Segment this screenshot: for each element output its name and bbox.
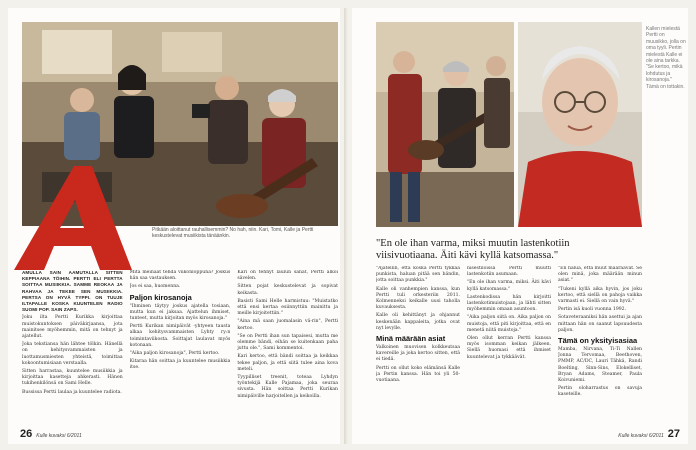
article-column-3	[237, 270, 338, 428]
page-folio	[618, 428, 680, 440]
paragraph: Pertti on ollut koko elämänsä Kalle ja Pertin kanssa. Hän toi yli 50-vuotiaana.	[376, 365, 460, 384]
article-column-6	[558, 266, 642, 428]
left-page	[8, 8, 340, 444]
article-column-1	[22, 270, 123, 428]
paragraph: "Ajatellin, että koska Pertti tykkää punkista, haluan pitää sen bändin, jotta soittaa punkkia."	[376, 266, 460, 284]
page-folio	[20, 428, 82, 440]
page-number: 26	[20, 428, 33, 440]
paragraph: "Aina mä saan juomalasin vä-rin", Pertti kertoo.	[237, 319, 339, 331]
article-column-5	[467, 266, 551, 428]
paragraph: nisestiloissa Pertti muutti lastenkotiin asumaan.	[467, 266, 551, 278]
paragraph: Tyypilliset treenit, toteaa Lyhdyn työntekijä Kalle Pajamaa, joka seuraa sivusta. Hän soittaa Pertti Kurikan nimipäiville harjoitellen ja keikoilla.	[237, 375, 339, 399]
paragraph: Pertin isä kuoli vuonna 1992.	[558, 307, 627, 313]
paragraph: Basisti Sami Helle harmistuu: "Muistatko että ensi kertaa esiinnyttiin mainittu ja meille kirjoitettiin."	[237, 298, 339, 317]
paragraph: "En ole ihan varma, miksi. Äiti kävi kyllä katsomassa."	[467, 280, 551, 292]
decorative-initial-letter	[14, 166, 132, 270]
article-column-2	[130, 270, 231, 428]
page-number: 27	[667, 428, 680, 440]
magazine-issue: Kulle kuvaksi 6/2011	[36, 433, 82, 439]
paragraph: Pertin oloharrastus on savuja kaseteille.	[558, 386, 642, 398]
paragraph: Olen ollut kerran Pertti kanssa myös isomman keikan jälkeen. Siellä huomasi että ihmiset kuuntelevat ja tykkäävät.	[467, 336, 551, 360]
paragraph: Mitä meinaat tehdä viikonloppuna? Joskus hän saa vastauksen.	[129, 270, 231, 282]
paragraph: Sitten pojat keskustelevat ja sopivat keikasta.	[237, 284, 339, 296]
paragraph: Kari kertoo, että bändi soittaa ja keikkaa tekee paljon, ja että siitä tulee aina kova meteli.	[237, 354, 339, 372]
paragraph: Bussissa Pertti laulaa ja kuuntelee radiota.	[22, 389, 122, 395]
paragraph: "En halua, että muut määräävät. Se olen minä, joka määrään minun asiat."	[558, 266, 642, 284]
section-heading: Minä määrään asiat	[376, 334, 446, 344]
paragraph: "Ihminen täytyy joskus ajatella tosiaan, mutta kun ei jaksaa. Ajattelun ihmiset, tunteet, mutta kirjoitan myös kirosanoja."	[129, 303, 231, 322]
article-column-4	[376, 266, 460, 428]
paragraph: Sotaveteraaniksi hän asettui ja ajan mittaan hän on saanut lapsuudesta paljon.	[558, 315, 642, 333]
pull-quote: "En ole ihan varma, miksi muutin lastenkotiin viisivuotiaana. Äiti kävi kyllä katsomassa."	[376, 238, 570, 261]
paragraph: Kitaraa hän soittaa ja kuuntelee musiikkia itse.	[129, 359, 231, 371]
photo-caption: Pitkään aloittanut rauhallisemmin? No hah, niin. Kari, Tomi, Kalle ja Pertti keskustelevat musiikista tänäänkin.	[152, 227, 314, 239]
section-heading: Tämä on yksityisasiaa	[558, 336, 638, 346]
paragraph: Pertti Kurikan nimipäivät -yhtyeen tausta alkaa kehitysvammaisten Lyhty ry:n toimintaviikosta. Soittajat laulavat myös kotonaan.	[129, 324, 231, 348]
paragraph: "Se on Pertti ihan sun tapaisesi, mutta me olemme bändi, eihän se kuitenkaan paha juttu ole.", Sami kommentoi.	[237, 333, 339, 352]
section-heading: Paljon kirosanoja	[129, 292, 192, 302]
right-article-columns	[376, 266, 642, 428]
paragraph: Kalle oli kehittänyt ja ohjannut keskenään kappaleita, jotka ovat nyt levylle.	[376, 313, 460, 331]
paragraph: Kalle oli vanhempien kanssa, kun Pertti tuli orkesteriin 2011. Kolmenneksi keikalle uusi taholla kuvauksesta.	[376, 286, 460, 311]
book-spine	[344, 8, 348, 444]
paragraph: "Aika paljon kirosanoja", Pertti kertoo.	[129, 351, 220, 357]
guitarists-illustration	[376, 22, 514, 227]
magazine-issue: Kulle kuvaksi 6/2011	[618, 433, 664, 439]
paragraph: Lastenkodissa hän kirjoitti lastenkotimuistojaan, ja lähti sitten myöhemmin omaan asuntoon.	[467, 294, 551, 313]
paragraph: Kari on tehnyt laulun sanat, Pertti alkoi sävelen.	[237, 270, 339, 282]
right-page	[352, 8, 688, 444]
paragraph: Valkoinen muovisen kolkkeutsaa kavereille ja joka kertoo sitten, että ei tiedä.	[376, 345, 460, 363]
portrait-illustration	[518, 22, 642, 227]
intro-text: AMULLA SAIN AAMUTALLA SITTEN KEPPIAANA TÖIHIN. PERTTI ELI PERTTA SOITTAA MUSIIKKIA. SAMME REOKAA JA RAHVAA JA TEKEE SEN MUSIIKKIA. PERTSA ON HYVÄ TYPPI. ON TUUJE ILTAPALLE KOSKA KUUNTELEN RADIO SUOMI POP. SAIN ZAPS.	[22, 270, 123, 313]
side-caption: Kallen mielestä Pertti on muusikko, jolla on oma tyyli. Pertin mielestä Kalle ei ole aina tarkka. "Se kertoo, mikä lohdutus ja kirosanoja." Tämä on tottakin.	[646, 26, 686, 90]
paragraph: Mamba, Nirvana, Ti-Ti Nallen Jonna Tervomaa, Beethoven, PMMP, AC/DC, Lauri Tähkä, Randi Boelting, Sinn-Sins, Elokelliset, Bryan Adams, Steamer, Paula Koivuniemi.	[558, 347, 642, 384]
portrait-photo	[518, 22, 642, 227]
paragraph: "Aika paljon siitä on. Aika paljon on muistoja, että piti kirjoittaa, että en menetä niitä muistoja."	[467, 315, 551, 333]
paragraph: Joku ilta Pertti Kurikka kirjoittaa muistokuntoksen päiväkirjaansa, jota mainitsee myöhemmin, mitä on tehnyt ja ajatellut.	[22, 315, 123, 340]
paragraph: "Tukeni kyllä aika hyvin, jos joku kertoo, että siellä on pahoja vaikka varmasti ei. Siellä on vain hyvä."	[558, 286, 642, 305]
paragraph: Sitten harrastaa, kuuntelee musiikkia ja kirjoittaa kasetteja ahkerasti. Hänen tukihenkilönsä on Sami Helle.	[22, 369, 123, 387]
guitarists-photo	[376, 22, 514, 227]
paragraph: Joka tekstiansa hän lähtee tölkin. Hänellä on kehitysvammaisten ja luottamusmiesten yhteistä, toimittaa kokoontumisiaan verstaalla.	[22, 342, 123, 366]
paragraph: Jos ei saa, huomenna.	[129, 284, 181, 290]
left-article-columns	[22, 270, 338, 428]
